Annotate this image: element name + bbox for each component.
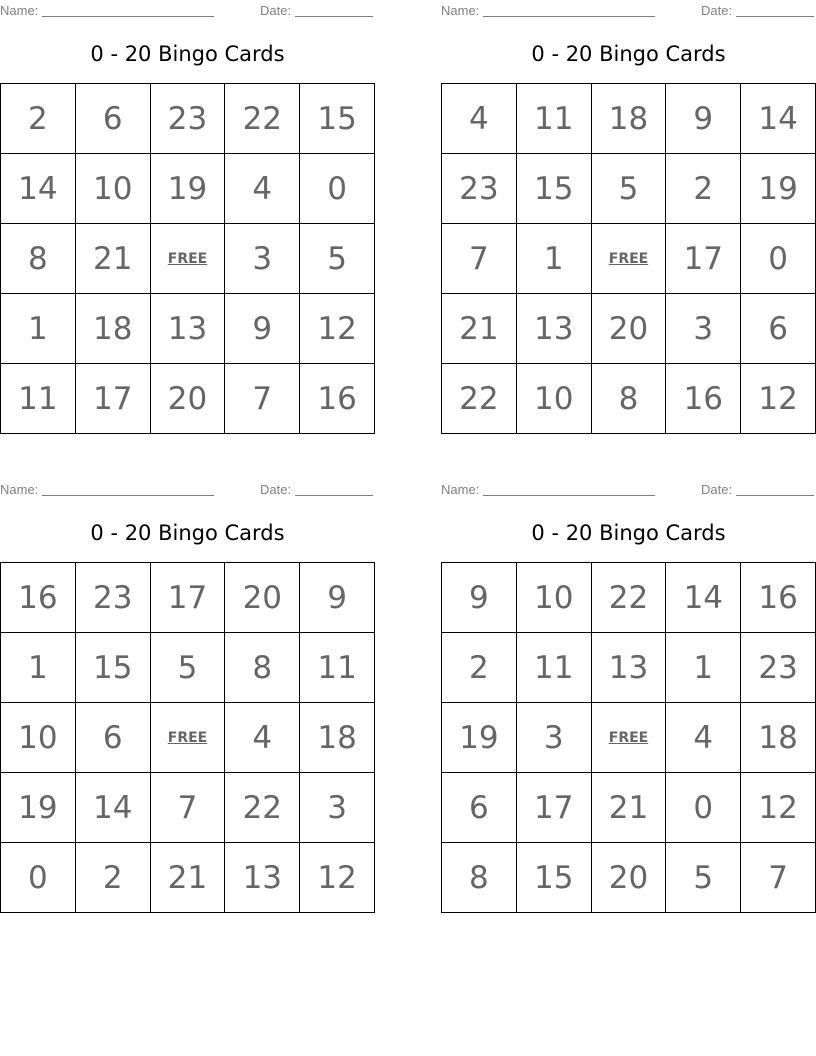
bingo-row (1, 703, 375, 773)
date-line[interactable] (295, 483, 373, 496)
name-field[interactable] (441, 3, 655, 18)
bingo-cell[interactable]: 6 (442, 773, 517, 843)
bingo-cell[interactable]: 17 (516, 773, 591, 843)
date-field[interactable] (260, 482, 373, 497)
bingo-cell[interactable]: 22 (225, 84, 300, 154)
name-field[interactable] (0, 482, 214, 497)
bingo-cell[interactable]: 3 (225, 224, 300, 294)
free-space[interactable]: FREE (150, 224, 225, 294)
bingo-row (442, 224, 816, 294)
bingo-cell[interactable]: 19 (150, 154, 225, 224)
date-field[interactable] (701, 482, 814, 497)
bingo-cell[interactable]: 18 (75, 294, 150, 364)
bingo-cell[interactable]: 11 (516, 633, 591, 703)
bingo-cell[interactable]: 8 (442, 843, 517, 913)
bingo-cell[interactable]: 6 (741, 294, 816, 364)
bingo-row (442, 773, 816, 843)
card-header (0, 479, 375, 499)
bingo-cell[interactable]: 16 (1, 563, 76, 633)
bingo-cell[interactable]: 8 (1, 224, 76, 294)
bingo-row (442, 294, 816, 364)
bingo-row (1, 84, 375, 154)
bingo-cell[interactable]: 20 (225, 563, 300, 633)
bingo-row (1, 294, 375, 364)
bingo-row (442, 364, 816, 434)
bingo-cell[interactable]: 5 (591, 154, 666, 224)
card-title: 0 - 20 Bingo Cards (531, 521, 726, 545)
bingo-cell[interactable]: 18 (591, 84, 666, 154)
date-label: Date: (260, 3, 292, 18)
bingo-cell[interactable]: 23 (75, 563, 150, 633)
bingo-cell[interactable]: 1 (666, 633, 741, 703)
bingo-cell[interactable]: 19 (741, 154, 816, 224)
bingo-grid (0, 562, 375, 913)
bingo-cell[interactable]: 8 (225, 633, 300, 703)
bingo-cell[interactable]: 4 (225, 154, 300, 224)
bingo-cell[interactable]: 16 (666, 364, 741, 434)
bingo-cell[interactable]: 17 (666, 224, 741, 294)
bingo-row (442, 563, 816, 633)
bingo-cell[interactable]: 7 (150, 773, 225, 843)
bingo-cell[interactable]: 11 (516, 84, 591, 154)
bingo-cell[interactable]: 22 (591, 563, 666, 633)
name-label: Name: (0, 3, 39, 18)
bingo-cell[interactable]: 0 (741, 224, 816, 294)
bingo-cell[interactable]: 21 (150, 843, 225, 913)
bingo-cell[interactable]: 7 (741, 843, 816, 913)
bingo-grid (0, 83, 375, 434)
date-field[interactable] (701, 3, 814, 18)
bingo-cell[interactable]: 17 (75, 364, 150, 434)
bingo-cell[interactable]: 14 (666, 563, 741, 633)
bingo-cell[interactable]: 5 (150, 633, 225, 703)
bingo-row (1, 563, 375, 633)
bingo-cell[interactable]: 20 (150, 364, 225, 434)
bingo-cell[interactable]: 2 (442, 633, 517, 703)
bingo-cell[interactable]: 16 (741, 563, 816, 633)
bingo-cell[interactable]: 10 (75, 154, 150, 224)
bingo-grid (441, 83, 816, 434)
date-field[interactable] (260, 3, 373, 18)
bingo-row (1, 843, 375, 913)
bingo-cell[interactable]: 1 (1, 633, 76, 703)
bingo-row (442, 154, 816, 224)
bingo-cell[interactable]: 9 (300, 563, 375, 633)
bingo-cell[interactable]: 12 (300, 294, 375, 364)
bingo-cell[interactable]: 8 (591, 364, 666, 434)
bingo-cell[interactable]: 2 (75, 843, 150, 913)
name-line[interactable] (42, 4, 214, 17)
name-label: Name: (441, 482, 480, 497)
name-field[interactable] (0, 3, 214, 18)
bingo-cell[interactable]: 13 (516, 294, 591, 364)
bingo-cell[interactable]: 13 (150, 294, 225, 364)
date-line[interactable] (736, 483, 814, 496)
bingo-cell[interactable]: 3 (666, 294, 741, 364)
bingo-row (442, 84, 816, 154)
bingo-cell[interactable]: 0 (666, 773, 741, 843)
bingo-cell[interactable]: 21 (442, 294, 517, 364)
bingo-cell[interactable]: 5 (300, 224, 375, 294)
bingo-cell[interactable]: 11 (1, 364, 76, 434)
bingo-cell[interactable]: 18 (300, 703, 375, 773)
bingo-cell[interactable]: 0 (1, 843, 76, 913)
name-label: Name: (441, 3, 480, 18)
bingo-cell[interactable]: 14 (1, 154, 76, 224)
bingo-cell[interactable]: 9 (666, 84, 741, 154)
name-line[interactable] (42, 483, 214, 496)
bingo-cell[interactable]: 21 (75, 224, 150, 294)
date-label: Date: (701, 482, 733, 497)
bingo-cell[interactable]: 2 (1, 84, 76, 154)
free-space[interactable]: FREE (591, 703, 666, 773)
bingo-cell[interactable]: 22 (225, 773, 300, 843)
bingo-row (442, 633, 816, 703)
date-label: Date: (701, 3, 733, 18)
bingo-cell[interactable]: 7 (225, 364, 300, 434)
bingo-cell[interactable]: 0 (300, 154, 375, 224)
date-line[interactable] (295, 4, 373, 17)
bingo-cell[interactable]: 6 (75, 703, 150, 773)
card-header (441, 0, 816, 20)
bingo-row (1, 364, 375, 434)
card-header (441, 479, 816, 499)
bingo-cell[interactable]: 6 (75, 84, 150, 154)
name-field[interactable] (441, 482, 655, 497)
free-space[interactable]: FREE (150, 703, 225, 773)
card-title: 0 - 20 Bingo Cards (90, 42, 285, 66)
bingo-cell[interactable]: 22 (442, 364, 517, 434)
bingo-cell[interactable]: 15 (516, 154, 591, 224)
bingo-cell[interactable]: 15 (75, 633, 150, 703)
card-title: 0 - 20 Bingo Cards (90, 521, 285, 545)
bingo-cell[interactable]: 3 (516, 703, 591, 773)
bingo-row (1, 224, 375, 294)
bingo-cell[interactable]: 13 (225, 843, 300, 913)
bingo-cell[interactable]: 4 (666, 703, 741, 773)
name-line[interactable] (483, 483, 655, 496)
bingo-cell[interactable]: 19 (442, 703, 517, 773)
bingo-cell[interactable]: 3 (300, 773, 375, 843)
bingo-cell[interactable]: 20 (591, 843, 666, 913)
bingo-cell[interactable]: 2 (666, 154, 741, 224)
bingo-cell[interactable]: 12 (741, 364, 816, 434)
bingo-cell[interactable]: 10 (516, 364, 591, 434)
bingo-cell[interactable]: 14 (741, 84, 816, 154)
bingo-cell[interactable]: 10 (1, 703, 76, 773)
name-line[interactable] (483, 4, 655, 17)
bingo-cell[interactable]: 23 (150, 84, 225, 154)
bingo-cell[interactable]: 21 (591, 773, 666, 843)
name-label: Name: (0, 482, 39, 497)
bingo-row (442, 703, 816, 773)
bingo-cell[interactable]: 13 (591, 633, 666, 703)
bingo-cell[interactable]: 15 (300, 84, 375, 154)
bingo-cell[interactable]: 23 (741, 633, 816, 703)
bingo-cell[interactable]: 4 (225, 703, 300, 773)
bingo-cell[interactable]: 1 (1, 294, 76, 364)
bingo-cell[interactable]: 11 (300, 633, 375, 703)
bingo-cell[interactable]: 16 (300, 364, 375, 434)
bingo-cell[interactable]: 12 (300, 843, 375, 913)
bingo-cell[interactable]: 7 (442, 224, 517, 294)
bingo-cell[interactable]: 12 (741, 773, 816, 843)
bingo-cell[interactable]: 18 (741, 703, 816, 773)
bingo-row (1, 773, 375, 843)
date-line[interactable] (736, 4, 814, 17)
card-header (0, 0, 375, 20)
bingo-cell[interactable]: 15 (516, 843, 591, 913)
bingo-row (1, 633, 375, 703)
bingo-cell[interactable]: 9 (442, 563, 517, 633)
bingo-cell[interactable]: 19 (1, 773, 76, 843)
bingo-cell[interactable]: 1 (516, 224, 591, 294)
bingo-cell[interactable]: 9 (225, 294, 300, 364)
bingo-cell[interactable]: 23 (442, 154, 517, 224)
bingo-cell[interactable]: 14 (75, 773, 150, 843)
card-title: 0 - 20 Bingo Cards (531, 42, 726, 66)
bingo-cell[interactable]: 17 (150, 563, 225, 633)
bingo-cell[interactable]: 5 (666, 843, 741, 913)
bingo-cell[interactable]: 4 (442, 84, 517, 154)
bingo-grid (441, 562, 816, 913)
date-label: Date: (260, 482, 292, 497)
bingo-row (1, 154, 375, 224)
bingo-cell[interactable]: 10 (516, 563, 591, 633)
bingo-cell[interactable]: 20 (591, 294, 666, 364)
free-space[interactable]: FREE (591, 224, 666, 294)
bingo-row (442, 843, 816, 913)
